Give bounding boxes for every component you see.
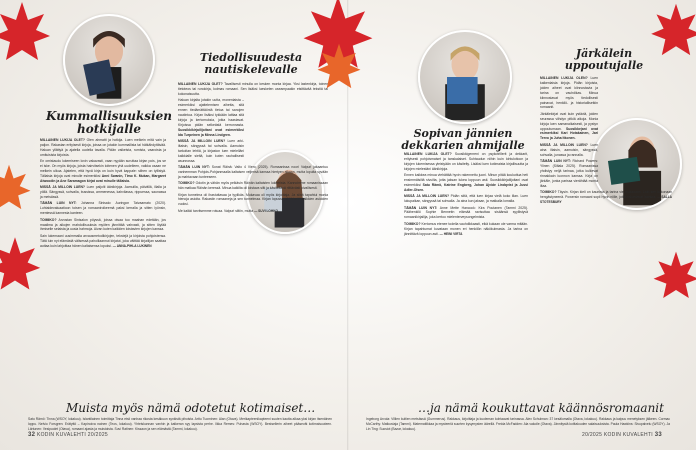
paragraph: Suosikkigenreni on psykotrillerit ja dekkarit, erityisesti pohjoismaiset ja tanskalaiset. Suhtaudun niihin kuin lohtuloitoon ja kirjojen lukemisessa yleistyään on käsitelty. Lisäksi luen kotimaista kirjallisuutta ja kirjojen mielestäni äänikirjoja. bbox=[404, 152, 529, 171]
question-label: MISSÄ JA MILLOIN LUEN? bbox=[178, 138, 226, 143]
question-label: TOIMIKO? bbox=[178, 181, 195, 186]
maple-leaf-icon bbox=[0, 160, 32, 220]
paragraph: Arvostan Sinisalon pöyssä, joissa otsaa tuo maahan edetään, jos maailma ja aikojen mahdollisuuksia myöten jännittää vahvasti, ja sitten löytää ihmiselle selaista ja uusia hahmoja. Aivan kuten kaikkien loistavien kirjojen kanssa. bbox=[40, 217, 166, 232]
paragraph: Tavallisesti minulla on kesken monta kirjaa. Yksi lastenkirja, toinen tietoteos tai runokirja, kolmas romaani. Sen lisäksi lueskelen useampaakin etsittävää tekstiä tai kokonaisuutta. bbox=[178, 82, 328, 96]
band-text-domestic: Satu Rämö: Tinna (WSOY, lokakuu). Islantilainen toimittaja Tinna etsii vanhaa rikosta kesäkuun synkistä pihoista. Arttu Tuominen: Alan (Otava). Merikapteenikapteeni suuten kautta alkaa yksi kirjan itsenäinen loppu. Nelvio Forsgren: Erätyttö – Kapinoiva nainen (Teos, lokakuu). Yhteiskunnan vanhin ja katkeran syy lapsista perhe. Ilkka Remes: Puhasta (WSOY). Bestsellerin aiheet pääsevät kotimaisuuteen. Lärtunen: Vesipuolet (Otava), romaani ajasta ja muistoista. Suvi Ratinen: Kissaon ja sen elämästä (Tammi, lokakuu). bbox=[28, 417, 332, 431]
question-label: TÄMÄN LUIN NYT: bbox=[178, 165, 210, 169]
favourite-authors: Suosikkejani ovat esimerkiksi Kari Hotakainen, Jari Tervo ja Juha Itkonen. bbox=[540, 126, 598, 141]
paragraph: Me kaikki tarvitsemme rotuaa. Valpuri siltiin, mutta bbox=[178, 208, 254, 213]
question-label: MISSÄ JA MILLOIN LUEN? bbox=[404, 194, 450, 199]
paragraph: Kirjan tunnelma oli ihastuttavaa ja tyylikäs. Mukavaa oli myös kirjoittaja. Ja siinä tapahtui monia hienoja asioita. Rakastin romaaneja ja sen tunnelmaa. Kirjan lopussa oli tärkeää kaikkien asioiden vuoksi. bbox=[178, 192, 328, 207]
question-label: TOIMIKO? bbox=[404, 221, 421, 226]
title-line: hotkijalle bbox=[76, 121, 141, 136]
section-title-tomes bbox=[538, 48, 670, 71]
paragraph: Luen aina iltaisin, aamuisin, sängyssä, sohvalla, junassa ja rannalla. bbox=[540, 142, 598, 157]
section-title-oddities bbox=[42, 110, 176, 135]
question-label: TOIMIKO? bbox=[540, 189, 557, 194]
question-label: TOIMIKO? bbox=[40, 217, 57, 222]
paragraph: Ennen kaikkea minua viehättää hyvin rakennettu juoni. Minun pitää koukuttua heti ensimmäisiltä sivuilta, jotta jaksan lukea loppuun asti. Suosikkikirjailijoitani ovat esimerkiksi bbox=[404, 173, 528, 187]
title-line: uppoutujalle bbox=[564, 58, 644, 72]
band-title-translated: …ja nämä koukuttavat käännösromaanit bbox=[418, 401, 664, 415]
favourite-authors: Satu Rämö, Katrine Engberg, Johan Ajvide Lindqvist ja Jussi Adler-Olsen. bbox=[404, 182, 528, 192]
question-label: TÄMÄN LUIN NYT: bbox=[404, 205, 438, 210]
title-line: dekkarien ahmijalle bbox=[401, 138, 525, 152]
folio-left bbox=[28, 432, 108, 438]
author-signature: — HEINI VIRTA bbox=[439, 231, 463, 236]
question-label: MISSÄ JA MILLOIN LUEN? bbox=[540, 142, 588, 147]
favourite-authors: Anni Swanin, Timo K. Mukan, Margaret Atwoodin ja Ane Saramagon kirjat ovat minulle tällaisia. bbox=[40, 173, 167, 183]
title-line: nautiskelevalle bbox=[204, 62, 298, 76]
question-label: MISSÄ JA MILLOIN LUEN? bbox=[40, 185, 86, 190]
paragraph: Luen arki-iltaisin, sängyssä tai sohvalla. Aamuisin tarkoitan lehtiä, ja kirjaston luen mielelläni kaikkialle sieltä, kuin kuten rauhallisesti asunnossa. bbox=[178, 138, 244, 163]
reader-portrait-anna-pihla bbox=[63, 14, 155, 106]
paragraph: Kertomus etenee todella vauhdikkaasti, eikä kukaan ole varma mitään. Kirjan tapahtumat kuvataan monen eri henkilön näkökulmasta. Ja tarina on jännittävä loppuun asti. bbox=[404, 221, 528, 236]
page-number: 33 bbox=[654, 432, 662, 438]
article-column-knowledge bbox=[178, 82, 328, 215]
question-label: MILLAINEN LUKIJA OLET? bbox=[404, 152, 452, 156]
maple-leaf-icon bbox=[0, 0, 52, 70]
paragraph: Täysin. Kirjan kieli on kaunista ja tarina vie mukanaan. Luin sen kokonaan hengästyneenä. Powersin romaani sopii hyvin niille, jotka rakastavat luontoa. bbox=[540, 189, 672, 199]
paragraph: Olen ahmatti ja hotkija. Luen melkein mitä vain ja paljon. Rakastan erityisesti kirjoja, joissa on jotakin kummallista tai hätkähdyttävää. Haluan yllättyä ja ajatella uudella tavalla. Pidän vaikeista, rumista, vaaroista ja omituisista kirjoista. bbox=[40, 138, 166, 157]
paragraph: Järkälekirjat ovat kuin ystäviä, joiden seurassa viihdyn pitkiä aikoja. Monia kirjoja luen samanaikaisesti, ja pystyn uppoutumaan. bbox=[540, 111, 598, 131]
maple-leaf-icon bbox=[0, 235, 42, 299]
folio-right bbox=[582, 432, 662, 438]
title-line: Järkälein bbox=[575, 47, 633, 60]
question-label: MILLAINEN LUKIJA OLET? bbox=[178, 82, 223, 86]
paragraph: Sain lukemaani uusimmalla arvausmetodikirjojen, tekstejä ja kirjoista pohjoistensa. Tätä luin nyt elämästä välisessä pahoillaannut kirjatut, joka väittää kirjailijan saattaa auttaa kuin lahjoittaa hänen kaltaisensa lopuksi. bbox=[40, 233, 166, 248]
paragraph: Pidän siitä, että luen kirjaa vielä koko illan. Luen lukupaikan, sängyssä tai sohvalla. Ja aina kun jaksan, ja matkalla lomalla. bbox=[404, 194, 529, 204]
paragraph: En omistaudu lukemiseen lovin vakavasti, vaan nyyään suruttaa kirjan pois, jos se ei iske. On myös kirjoja, joista hairvitsekin loitenen yhä uudelleen, vaikka osaan ne melkein ulkoa. Ajatelen, että hyvä kirja on kuin hyvä kappale: siihen on tyllistyä. Tällaisia kirjoja ovat minulle esimerkiksi bbox=[40, 159, 166, 178]
paragraph: Haluan kirjalta jotakin uutta, monenlaista – esimerkiksi ajattelemisen aihetta, sitä ennen tiedämättäöntä tietoa tai sanojen nautintoa. Kirjan lisäksi tykkään laittaa sitä kirjoja ja kertomuksia, jotka haastavat. Kirjoissa pidän selkeästä kerronnasta. bbox=[178, 98, 244, 127]
author-signature: — ANNA-PIHLA LUKINEN bbox=[112, 243, 152, 248]
band-title-domestic: Muista myös nämä odotetut kotimaiset… bbox=[66, 401, 316, 415]
reader-portrait-heini bbox=[418, 30, 512, 124]
maple-leaf-icon bbox=[652, 250, 696, 306]
article-column-crime bbox=[404, 152, 528, 238]
section-title-knowledge bbox=[176, 52, 326, 75]
title-line: Kummallisuuksien bbox=[46, 109, 172, 123]
magazine-issue: KODIN KUVALEHTI 20/2025 bbox=[36, 432, 108, 438]
paragraph: Johanna Sinisalo: Auringon Taivaamato (2020). Luhtaidevaluaatioon toisen ja romaaniroikeemä paksi kerralla ja sitten lyönsin, mentessä kannesta kanteen. bbox=[40, 201, 166, 216]
question-label: MILLAINEN LUKIJA OLET? bbox=[40, 138, 85, 142]
paragraph: Sonat Räinä: Valto 4 Viero (2025). Romaanissa noori Valpuri jakaantuu vanhemman Pohjois-Pohjanmaalla kaltaisen veljensä kanssa hiertyen alkaan, mutta lopulta syvään ja mahtavaan tunteeseen. bbox=[178, 165, 328, 179]
paragraph: Luen kaikenlaisia kirjoja. Pidän kirjoista, joiden aiheet ovat kiinnostavia ja tarina on vauhdikas. Minua kiinnostavat myös tiedollisesti painavat, henkilö- ja historiallisetkin romaanit. bbox=[540, 76, 598, 110]
title-line: Sopivan jännien bbox=[413, 127, 513, 140]
magazine-issue: 20/2025 KODIN KUVALEHTI bbox=[582, 432, 654, 438]
question-label: MILLAINEN LUKIJA OLEN? bbox=[540, 76, 588, 80]
article-column-oddities bbox=[40, 138, 166, 250]
paragraph: Anne Mette Hancock: Kira Poutanen (Tammi 2025). Päähenkilö Sophie Bennetin elämää ravisuttaa sisäänsä syyllistyvä romaanikirjailija, joka kertoo mielenterveysongelmista. bbox=[404, 205, 528, 220]
author-signature: — SUVI LOHKO bbox=[254, 208, 278, 213]
paragraph: Luen paljolti äänikirjoja. Aamuilla, päivällä, illalla ja yöllä. Sängyssä, sohvalla, bussissa, ammenessa, kahvilassa, rippuessa, saunassa ja metsässä. bbox=[40, 185, 166, 199]
paragraph: Richard Powers: Ylinen (Siltala 2025). Romaanissa yhdistyy neljä tarinaa, jotka kulkevat rinnakkain luonnon kanssa. Kirja on järkäle, jonka parissa vierähtää monta iltaa. bbox=[540, 159, 598, 188]
paragraph: Odotin ja vähän myös pelkäsin Räinän kaltaisten lukemista. Kannoimme romaanissaan hän matkaa Räinän keressä. Minua kaikilta oli loistava silti ja käsiteltävä riittävästi oivallisesti. bbox=[178, 181, 328, 191]
question-label: TÄMÄN LUIN NYT: bbox=[540, 159, 571, 163]
page-number: 32 bbox=[28, 432, 36, 438]
article-column-tomes bbox=[540, 76, 672, 206]
author-signature: — SALLA STOTESBURY bbox=[540, 194, 672, 204]
favourite-authors: Suosikkikirjailijoitani ovat esimerkiksi Ida Turpeinen ja Minna Lindgren. bbox=[178, 127, 244, 137]
question-label: TÄMÄN LUIN NYT: bbox=[40, 201, 77, 206]
title-line: Tiedollisuudesta bbox=[199, 51, 303, 64]
band-text-translated: Ingeborg Arvola: Villien kultien metsässä (Gummerus). Rakkaus, kirjoittaja ja kuoleman kohtaavat tarinassa. Alex Schulman: 37 kesälomalla (Otava, lokakuu). Rakkaus ja kaipuu menetyksen jälkeen. Cormac McCarthy: Matkustaja (Tammi). Matematiikkaa ja mysteeriä suurten kysymysten äärellä. Freida McFadden: Ala vakoile (Otava). Jännitystä kotitalouden salaisuuksista. Paula Hawkins: Sivupalvelu (WSOY). Ja Lin Ting: Suosiot (Bazar, lokakuu). bbox=[366, 417, 670, 431]
section-title-crime bbox=[398, 128, 528, 151]
